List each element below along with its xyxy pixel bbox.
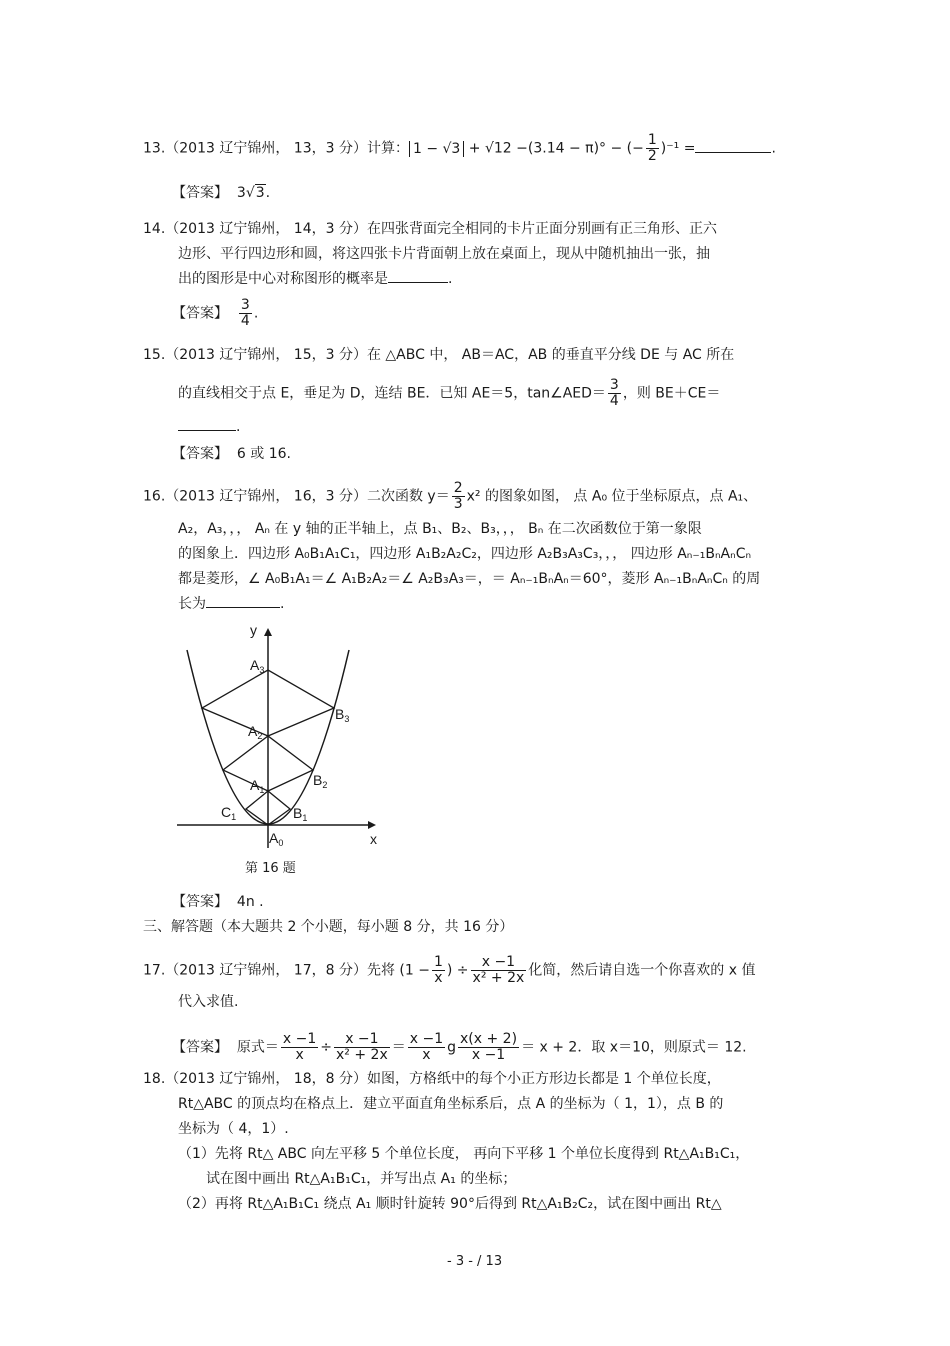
q15-line2-tail: ，则 BE＋CE＝ — [622, 385, 721, 402]
label-A0-letter: A — [269, 830, 279, 846]
label-A0 — [269, 830, 283, 848]
q14-line1: 14.（2013 辽宁锦州， 14，3 分）在四张背面完全相同的卡片正面分别画有正三角形、正六 — [143, 221, 717, 237]
axis-x-label: x — [370, 831, 377, 847]
q18-line4: （1）先将 Rt△ ABC 向左平移 5 个单位长度， 再向下平移 1 个单位长度得到 Rt△A₁B₁C₁， — [178, 1146, 750, 1162]
label-A3-sub: 3 — [259, 665, 265, 675]
label-B2-letter: B — [313, 772, 323, 788]
q17-a-f3-den: x — [422, 1047, 431, 1063]
label-A1-sub: 1 — [259, 785, 265, 795]
label-A1 — [250, 777, 264, 795]
label-B1 — [293, 805, 307, 823]
q18-line6: （2）再将 Rt△A₁B₁C₁ 绕点 A₁ 顺时针旋转 90°后得到 Rt△A₁B₂C₂，试在图中画出 Rt△ — [178, 1196, 722, 1212]
label-B3-letter: B — [335, 706, 345, 722]
q17-line1-text: 17.（2013 辽宁锦州， 17，8 分）先将 (1 − — [143, 962, 430, 979]
q17-a-f2-den: x² + 2x — [336, 1047, 388, 1063]
q13-frac-den: 2 — [647, 148, 657, 164]
q15-line3 — [178, 418, 240, 436]
q14-answer-fraction — [239, 298, 252, 329]
q15-line3-end: . — [236, 419, 241, 435]
q15-line2 — [178, 378, 720, 409]
q15-frac-num: 3 — [609, 377, 619, 393]
q17-a-f4-den: x −1 — [471, 1047, 506, 1063]
q17-line1 — [143, 955, 755, 986]
q17-a-frac-2 — [334, 1032, 390, 1063]
q18-line3: 坐标为（ 4，1）. — [178, 1121, 289, 1137]
q13-fraction — [646, 133, 659, 164]
q14-line3 — [178, 270, 452, 288]
q13-answer-end: . — [265, 185, 271, 201]
q17-a-frac-4 — [458, 1032, 519, 1063]
q16-answer — [172, 893, 264, 911]
q13-expr-tail: )⁻¹ = — [660, 140, 696, 157]
q17-a-frac-3 — [408, 1032, 445, 1063]
q16-frac-num: 2 — [453, 480, 463, 496]
q17-answer-prefix: 原式＝ — [236, 1039, 279, 1056]
question-13 — [143, 133, 776, 164]
q16-line3: 的图象上．四边形 A₀B₁A₁C₁，四边形 A₁B₂A₂C₂，四边形 A₂B₃A₃C₃，，， 四边形 Aₙ₋₁BₙAₙCₙ — [178, 546, 752, 562]
q13-answer-label: 【答案】 — [172, 185, 228, 201]
q14-line3-text: 出的图形是中心对称图形的概率是 — [178, 271, 388, 287]
q13-prefix: 13.（2013 辽宁锦州， 13，3 分）计算： — [143, 140, 409, 157]
q15-answer-blank — [178, 418, 236, 431]
q17-a-f1-num: x −1 — [282, 1031, 317, 1047]
q17-a-f3-num: x −1 — [409, 1031, 444, 1047]
label-C1-letter: C — [221, 804, 232, 820]
q16-line5-text: 长为 — [178, 596, 206, 612]
label-A1-letter: A — [250, 777, 260, 793]
q16-figure — [172, 618, 382, 853]
q17-f2-den: x² + 2x — [472, 970, 525, 986]
page-number: - 3 - / 13 — [447, 1254, 503, 1269]
q14-answer-end: . — [253, 305, 259, 322]
q16-line4: 都是菱形，∠ A₀B₁A₁＝∠ A₁B₂A₂＝∠ A₂B₃A₃＝，＝ Aₙ₋₁BₙAₙ＝60°，菱形 Aₙ₋₁BₙAₙCₙ 的周 — [178, 571, 761, 587]
q16-answer-blank — [206, 595, 280, 608]
q15-fraction — [608, 378, 621, 409]
q16-fraction — [452, 481, 465, 512]
label-B2 — [313, 772, 327, 790]
q17-frac-1 — [432, 955, 445, 986]
q14-line3-end: . — [448, 271, 453, 287]
label-B2-sub: 2 — [322, 780, 328, 790]
q13-suffix: . — [771, 140, 776, 157]
q18-line2: Rt△ABC 的顶点均在格点上．建立平面直角坐标系后，点 A 的坐标为（ 1，1），点 B 的 — [178, 1096, 724, 1112]
q17-a-div: ÷ — [320, 1039, 333, 1056]
q17-f1-num: 1 — [433, 954, 443, 970]
q15-line2-text: 的直线相交于点 E，垂足为 D，连结 BE．已知 AE＝5，tan∠AED＝ — [178, 385, 606, 402]
q16-line1-text: 16.（2013 辽宁锦州， 16，3 分）二次函数 y＝ — [143, 488, 450, 505]
y-axis-arrow-icon — [264, 628, 272, 636]
q13-answer-coef: 3 — [236, 185, 246, 201]
axis-y-label: y — [250, 622, 257, 638]
q17-a-f1-den: x — [295, 1047, 304, 1063]
q13-answer: 【答案】 3√3. — [172, 185, 271, 201]
q16-line1 — [143, 481, 757, 512]
label-B3-sub: 3 — [344, 714, 350, 724]
q17-f1-den: x — [434, 970, 443, 986]
q15-answer — [172, 445, 291, 463]
q13-answer-blank — [695, 140, 771, 153]
label-C1-sub: 1 — [231, 812, 237, 822]
q15-answer-value: 6 或 16. — [236, 446, 291, 462]
q17-a-frac-1 — [281, 1032, 318, 1063]
q14-answer-den: 4 — [240, 313, 250, 329]
label-B1-letter: B — [293, 805, 303, 821]
label-B3 — [335, 706, 349, 724]
q17-frac-2 — [471, 955, 527, 986]
q17-a-eq: ＝ — [391, 1039, 406, 1056]
q16-answer-label: 【答案】 — [172, 894, 228, 910]
q16-figure-caption: 第 16 题 — [245, 861, 296, 876]
q14-answer-label: 【答案】 — [172, 305, 228, 322]
q13-answer-radicand: 3 — [255, 185, 265, 201]
q17-answer — [172, 1032, 747, 1063]
label-A2-letter: A — [248, 723, 258, 739]
q16-line5 — [178, 595, 284, 613]
q17-a-f2-num: x −1 — [334, 1032, 390, 1048]
q17-mid: ) ÷ — [446, 962, 469, 979]
label-A3 — [250, 657, 264, 675]
q16-line1-tail: x² 的图象如图， 点 A₀ 位于坐标原点，点 A₁、 — [466, 488, 758, 505]
label-B1-sub: 1 — [302, 813, 308, 823]
q17-line1-tail: 化简，然后请自选一个你喜欢的 x 值 — [528, 962, 756, 979]
label-A2-sub: 2 — [257, 731, 263, 741]
q17-answer-label: 【答案】 — [172, 1039, 228, 1056]
q14-answer-num: 3 — [240, 297, 250, 313]
q15-frac-den: 4 — [609, 393, 619, 409]
q16-answer-value: 4n . — [236, 894, 264, 910]
section-3-heading: 三、解答题（本大题共 2 个小题，每小题 8 分，共 16 分） — [143, 919, 514, 935]
x-axis-arrow-icon — [368, 821, 376, 829]
q17-answer-tail: ＝ x + 2．取 x＝10，则原式＝ 12. — [521, 1039, 747, 1056]
label-A2 — [248, 723, 262, 741]
q13-frac-num: 1 — [647, 132, 657, 148]
label-A3-letter: A — [250, 657, 260, 673]
label-C1 — [221, 804, 236, 822]
q13-expr: + √12 −(3.14 − π)° − (− — [464, 140, 644, 157]
q15-line1: 15.（2013 辽宁锦州， 15，3 分）在 △ABC 中， AB＝AC，AB 的垂直平分线 DE 与 AC 所在 — [143, 347, 735, 363]
q14-answer — [172, 298, 258, 329]
q18-line1: 18.（2013 辽宁锦州， 18，8 分）如图，方格纸中的每个小正方形边长都是 1 个单位长度， — [143, 1071, 721, 1087]
q16-line5-end: . — [280, 596, 285, 612]
q15-answer-label: 【答案】 — [172, 446, 228, 462]
q17-a-f4-num: x(x + 2) — [460, 1031, 518, 1047]
q13-abs-expr: 1 − √3 — [409, 141, 464, 157]
q17-f2-num: x −1 — [471, 955, 527, 971]
q14-line2: 边形、平行四边形和圆，将这四张卡片背面朝上放在桌面上，现从中随机抽出一张，抽 — [178, 246, 710, 262]
q17-a-dot: g — [447, 1039, 457, 1056]
q18-line5: 试在图中画出 Rt△A₁B₁C₁，并写出点 A₁ 的坐标； — [206, 1171, 517, 1187]
q16-line2: A₂，A₃，，， Aₙ 在 y 轴的正半轴上，点 B₁、B₂、B₃，，， Bₙ 在二次函数位于第一象限 — [178, 521, 702, 537]
q17-line2: 代入求值. — [178, 994, 239, 1010]
label-A0-sub: 0 — [278, 838, 284, 848]
q14-answer-blank — [388, 270, 448, 283]
q16-frac-den: 3 — [453, 496, 463, 512]
